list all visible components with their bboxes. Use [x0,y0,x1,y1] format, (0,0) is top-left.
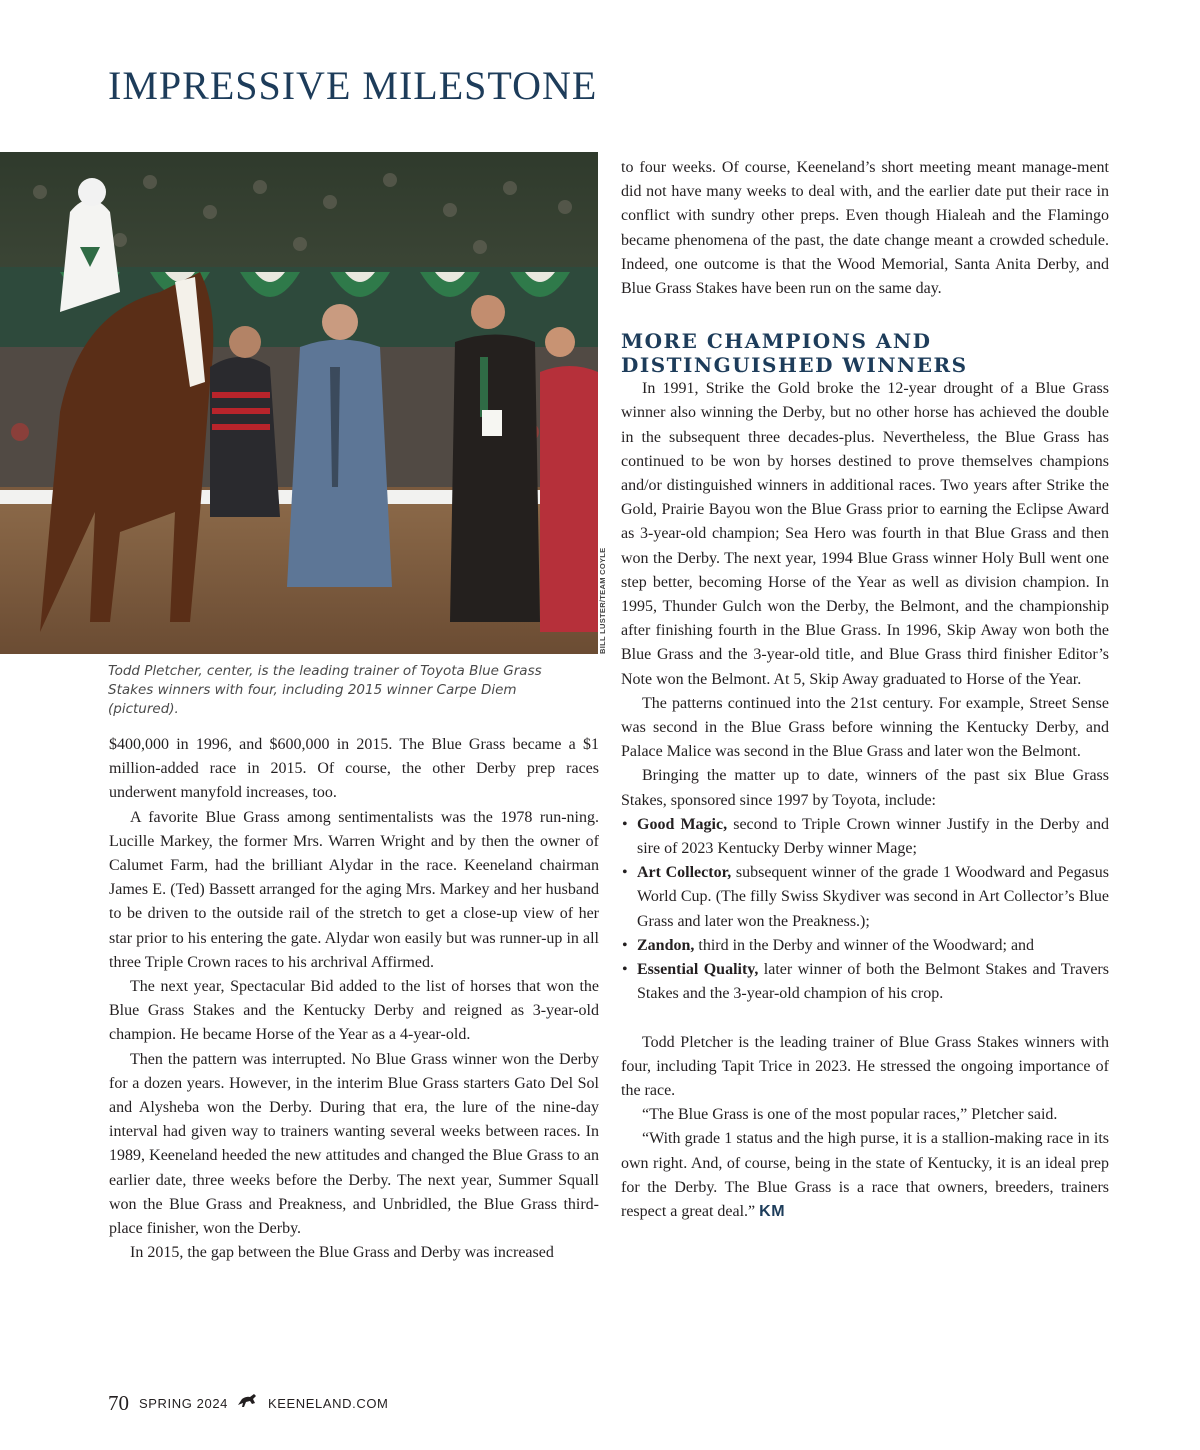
paragraph: The patterns continued into the 21st century. For example, Street Sense was second in the Blue Grass before winning the Kentucky Derby, and Palace Malice was second in the Blue Grass and later won the Belmont. [621,694,1109,761]
horse-name: Good Magic, [637,815,728,833]
photo-caption: Todd Pletcher, center, is the leading trainer of Toyota Blue Grass Stakes winners with four, including 2015 winner Carpe Diem (pictured). [108,663,542,717]
paragraph: In 1991, Strike the Gold broke the 12-year drought of a Blue Grass winner also winning the Derby, but no other horse has achieved the double in the subsequent three decades-plus. Nevertheless, the Blue Grass has continued to be won by horses destined to prove themselves champions and/or distinguished winners in additional races. Two years after Strike the Gold, Prairie Bayou won the Blue Grass prior to earning the Eclipse Award as 3-year-old champion; Sea Hero was fourth in that Blue Grass and then won the Derby. The next year, 1994 Blue Grass winner Holy Bull went one step better, becoming Horse of the Year as well as division champion. In 1995, Thunder Gulch won the Derby, the Belmont, and the championship after finishing fourth in the Blue Grass. In 1996, Skip Away won both the Blue Grass and the 3-year-old title, and Blue Grass third finisher Editor’s Note won the Belmont. At 5, Skip Away graduated to Horse of the Year. [621,380,1109,688]
list-item: • Good Magic, second to Triple Crown winner Justify in the Derby and sire of 2023 Kentucky Derby winner Mage; [621,813,1109,861]
section-subhead [621,329,1109,377]
list-item: • Zandon, third in the Derby and winner of the Woodward; and [621,934,1109,958]
paragraph: “With grade 1 status and the high purse, it is a stallion-making race in its own right. And, of course, being in the state of Kentucky, it is an ideal prep for the Derby. The Blue Grass is a race that owners, breeders, trainers respect a great deal.” KM [621,1130,1109,1220]
paragraph: A favorite Blue Grass among sentimentalists was the 1978 run-ning. Lucille Markey, the former Mrs. Warren Wright and by then the owner of Calumet Farm, had the brilliant Alydar in the race. Keeneland chairman James E. (Ted) Bassett arranged for the aging Mrs. Markey and her husband to be driven to the outside rail of the stretch to get a close-up view of her star prior to his entering the gate. Alydar won easily but was runner-up in all three Triple Crown races to his archrival Affirmed. [109,808,599,971]
horse-name: Zandon, [637,936,695,954]
horse-icon [236,1393,260,1414]
left-column [109,733,599,1265]
feature-photo [0,152,598,654]
page-number: 70 [108,1390,129,1415]
page-title: IMPRESSIVE MILESTONE [108,63,598,108]
subhead-line: DISTINGUISHED WINNERS [621,353,968,378]
subhead-line: MORE CHAMPIONS AND [621,329,932,354]
issue-label: SPRING 2024 [139,1395,228,1411]
photo-credit: BILL LUSTER/TEAM COYLE [598,547,607,654]
paragraph: Bringing the matter up to date, winners of the past six Blue Grass Stakes, sponsored since 1997 by Toyota, include: [621,767,1109,809]
right-column [621,156,1109,1224]
photo-illustration [0,152,598,654]
paragraph: “The Blue Grass is one of the most popular races,” Pletcher said. [642,1106,1058,1124]
paragraph: In 2015, the gap between the Blue Grass and Derby was increased [130,1244,554,1262]
paragraph: Then the pattern was interrupted. No Blue Grass winner won the Derby for a dozen years. However, in the interim Blue Grass starters Gato Del Sol and Alysheba won the Derby. During that era, the lure of the nine-day interval had given way to trainers wanting several weeks between races. In 1989, Keeneland heeded the new attitudes and changed the Blue Grass to an earlier date, three weeks before the Derby. The next year, Summer Squall won the Blue Grass and Preakness, and Unbridled, the Blue Grass third-place finisher, won the Derby. [109,1050,599,1238]
list-item: • Essential Quality, later winner of both the Belmont Stakes and Travers Stakes and the 3-year-old champion of his crop. [621,958,1109,1006]
list-item: • Art Collector, subsequent winner of the grade 1 Woodward and Pegasus World Cup. (The filly Swiss Skydiver was second in Art Collector’s Blue Grass and later won the Preakness.); [621,861,1109,934]
horse-name: Art Collector, [637,864,732,882]
paragraph: The next year, Spectacular Bid added to the list of horses that won the Blue Grass Stakes and the Kentucky Derby and reigned as 3-year-old champion. He became Horse of the Year as a 4-year-old. [109,978,599,1044]
paragraph: to four weeks. Of course, Keeneland’s short meeting meant manage-ment did not have many weeks to deal with, and the earlier date put their race in conflict with sundry other preps. Even though Hialeah and the Flamingo became phenomena of the past, the date change meant a crowded schedule. Indeed, one outcome is that the Wood Memorial, Santa Anita Derby, and Blue Grass Stakes have been run on the same day. [621,159,1109,298]
website-label: KEENELAND.COM [267,1395,389,1411]
paragraph: $400,000 in 1996, and $600,000 in 2015. The Blue Grass became a $1 million-added race in 2015. Of course, the other Derby prep races underwent manyfold increases, too. [109,736,599,802]
page-footer [108,1388,388,1418]
author-signoff: KM [759,1202,786,1220]
horse-name: Essential Quality, [637,961,759,979]
winners-list [621,813,1109,1007]
paragraph: Todd Pletcher is the leading trainer of Blue Grass Stakes winners with four, including Tapit Trice in 2023. He stressed the ongoing importance of the race. [621,1033,1109,1099]
